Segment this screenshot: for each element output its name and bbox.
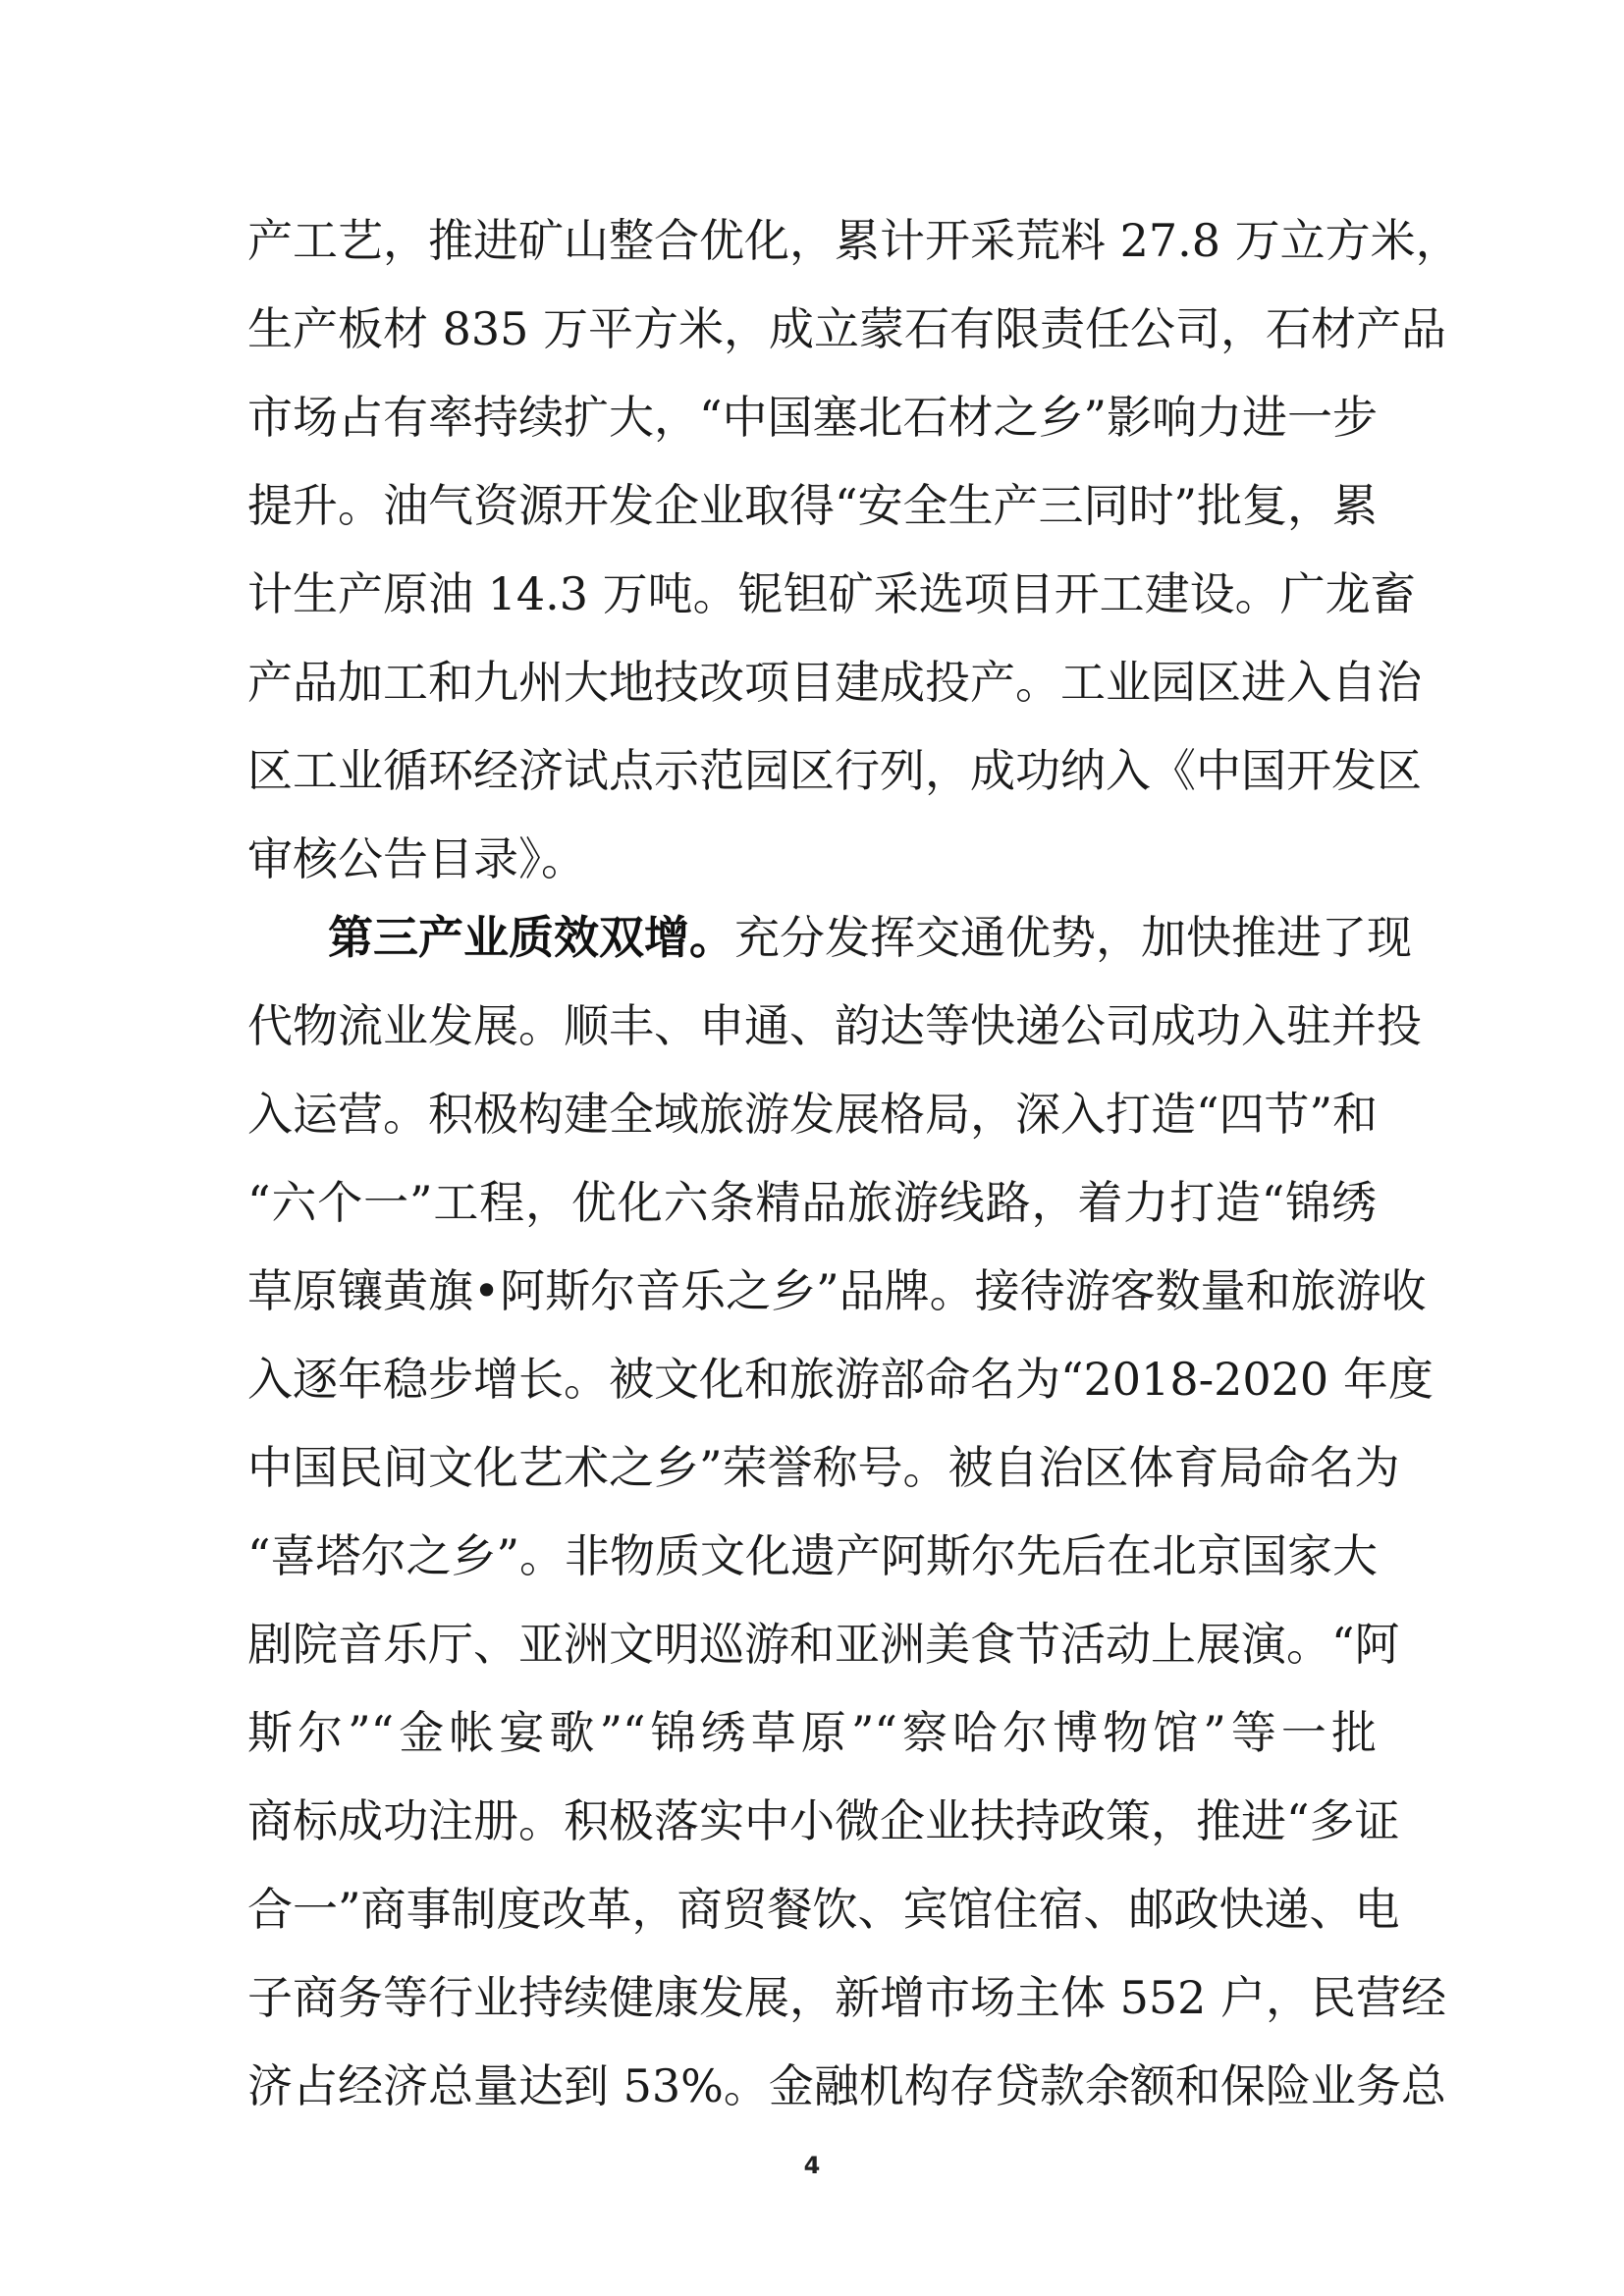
body-line: 中国民间文化艺术之乡”荣誉称号。被自治区体育局命名为 <box>247 1441 1400 1494</box>
body-line: 入运营。积极构建全域旅游发展格局，深入打造“四节”和 <box>247 1088 1379 1141</box>
page-number: 4 <box>803 2152 821 2179</box>
body-line: 产工艺，推进矿山整合优化，累计开采荒料 27.8 万立方米， <box>247 214 1461 267</box>
body-line: 济占经济总量达到 53%。金融机构存贷款余额和保险业务总 <box>247 2059 1446 2112</box>
body-line: “六个一”工程，优化六条精品旅游线路，着力打造“锦绣 <box>247 1176 1377 1229</box>
body-line: 合一”商事制度改革，商贸餐饮、宾馆住宿、邮政快递、电 <box>247 1883 1400 1936</box>
paragraph-lead-heading: 第三产业质效双增。 <box>328 911 734 964</box>
body-line: 审核公告目录》。 <box>247 832 586 885</box>
paragraph-first-line-text: 充分发挥交通优势，加快推进了现 <box>734 911 1412 964</box>
body-line: 产品加工和九州大地技改项目建成投产。工业园区进入自治 <box>247 656 1422 709</box>
body-line: 市场占有率持续扩大，“中国塞北石材之乡”影响力进一步 <box>247 391 1379 444</box>
body-line: 区工业循环经济试点示范园区行列，成功纳入《中国开发区 <box>247 744 1422 797</box>
body-line: 生产板材 835 万平方米，成立蒙石有限责任公司，石材产品 <box>247 302 1447 355</box>
body-line: 入逐年稳步增长。被文化和旅游部命名为“2018-2020 年度 <box>247 1353 1434 1406</box>
body-line: 商标成功注册。积极落实中小微企业扶持政策，推进“多证 <box>247 1794 1400 1847</box>
body-line: “喜塔尔之乡”。非物质文化遗产阿斯尔先后在北京国家大 <box>247 1529 1379 1582</box>
body-line: 计生产原油 14.3 万吨。铌钽矿采选项目开工建设。广龙畜 <box>247 567 1416 620</box>
body-line: 代物流业发展。顺丰、申通、韵达等快递公司成功入驻并投 <box>247 999 1422 1052</box>
body-line: 斯尔”“金帐宴歌”“锦绣草原”“察哈尔博物馆”等一批 <box>247 1706 1377 1759</box>
body-line: 草原镶黄旗•阿斯尔音乐之乡”品牌。接待游客数量和旅游收 <box>247 1264 1427 1317</box>
body-line: 子商务等行业持续健康发展，新增市场主体 552 户，民营经 <box>247 1971 1447 2024</box>
body-line: 提升。油气资源开发企业取得“安全生产三同时”批复，累 <box>247 479 1379 532</box>
body-line: 剧院音乐厅、亚洲文明巡游和亚洲美食节活动上展演。“阿 <box>247 1618 1400 1671</box>
paragraph-first-line <box>328 893 1412 982</box>
